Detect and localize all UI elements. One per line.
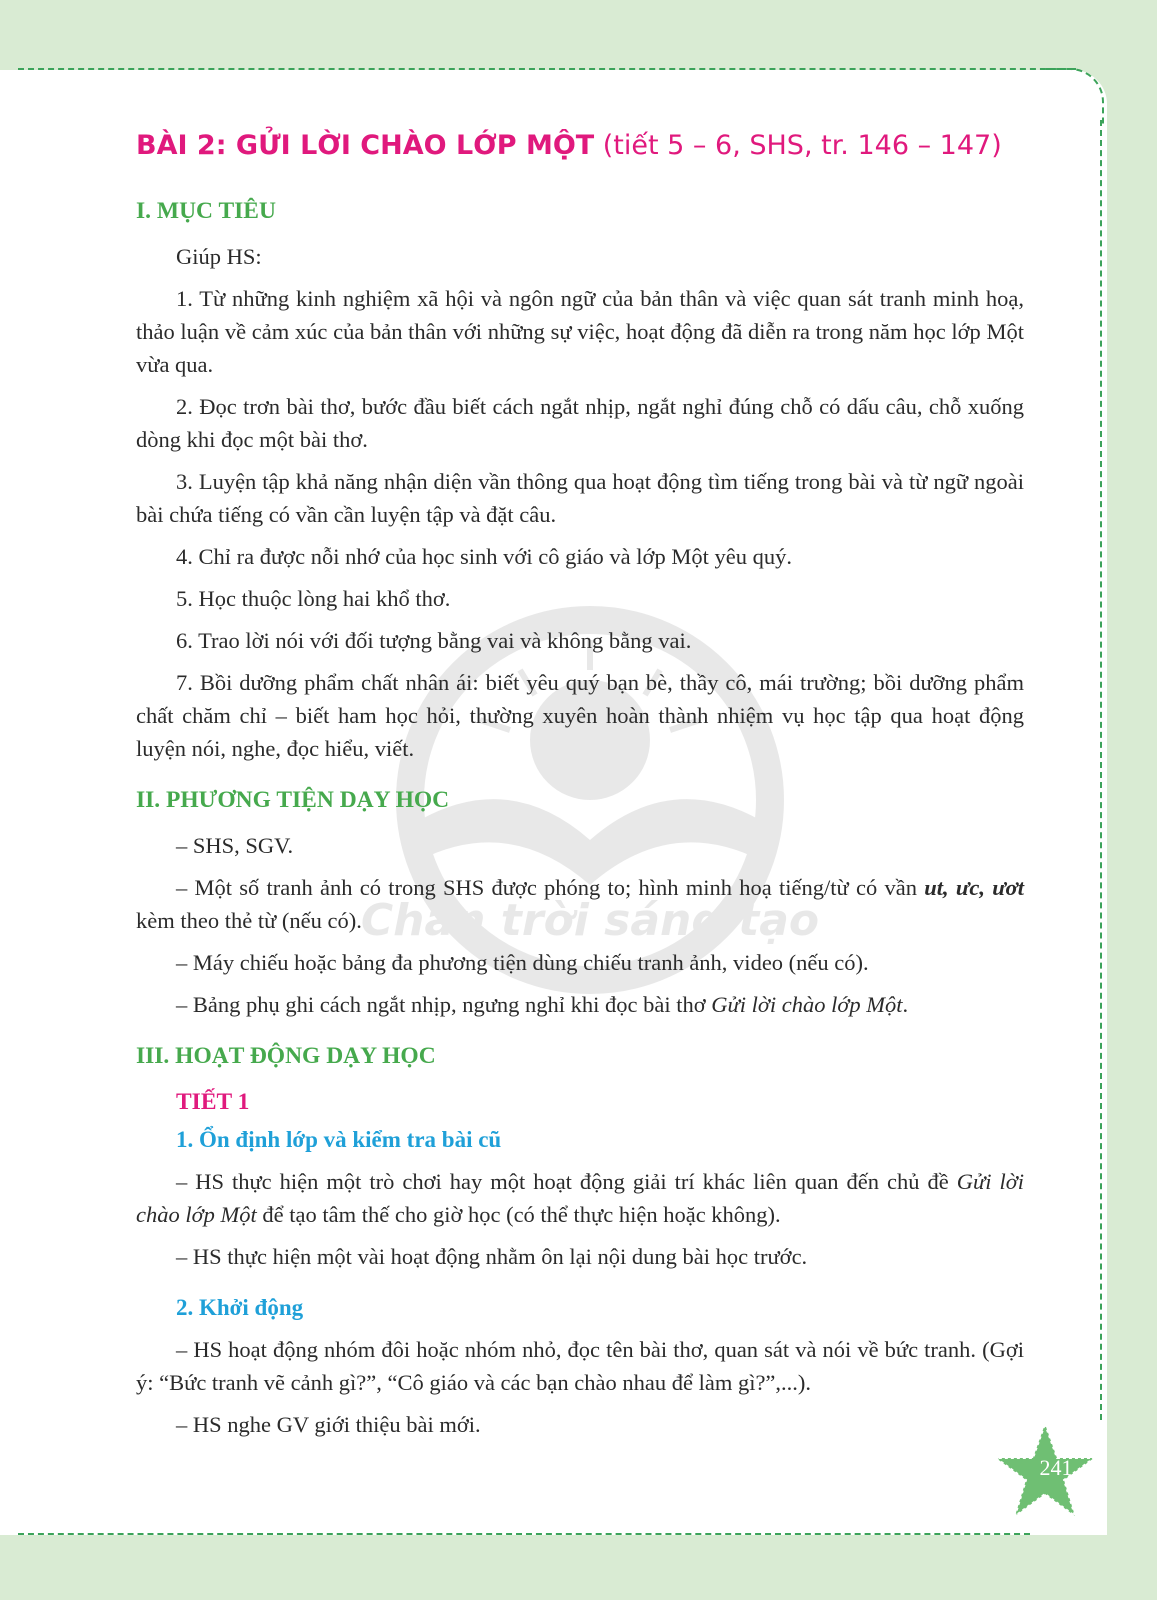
lesson-title-sub: (tiết 5 – 6, SHS, tr. 146 – 147) [594, 130, 1002, 161]
activity-text: – HS thực hiện một trò chơi hay một hoạt động giải trí khác liên quan đến chủ đề [176, 1169, 957, 1194]
watermark-text: Chân trời sáng tạo [360, 895, 820, 946]
border-corner [1046, 68, 1104, 126]
materials-text: kèm theo thẻ từ (nếu có). [136, 908, 362, 933]
section-heading-materials: II. PHƯƠNG TIỆN DẠY HỌC [136, 787, 450, 813]
objective-item: 7. Bồi dưỡng phẩm chất nhân ái: biết yêu quý bạn bè, thầy cô, mái trường; bồi dưỡng phẩm chất chăm chỉ – biết ham học hỏi, thường xuyên hoàn thành nhiệm vụ học tập qua hoạt động luyện nói, nghe, đọc hiểu, viết. [136, 670, 1024, 761]
activity-emphasis: Gửi lời chào lớp Một [136, 1169, 1024, 1227]
document-content [136, 120, 1024, 1450]
materials-item [136, 988, 1024, 1021]
section-heading-objectives: I. MỤC TIÊU [136, 198, 276, 224]
subsection-heading: 2. Khởi động [176, 1295, 304, 1320]
materials-text: – Một số tranh ảnh có trong SHS được phóng to; hình minh hoạ tiếng/từ có vần [176, 875, 925, 900]
objective-item: 1. Từ những kinh nghiệm xã hội và ngôn ngữ của bản thân và việc quan sát tranh minh hoạ, thảo luận về cảm xúc của bản thân với những sự việc, hoạt động đã diễn ra trong năm học lớp Một vừa qua. [136, 286, 1024, 377]
materials-text: – Bảng phụ ghi cách ngắt nhịp, ngưng nghỉ khi đọc bài thơ [176, 992, 712, 1017]
activity-paragraph: – HS hoạt động nhóm đôi hoặc nhóm nhỏ, đọc tên bài thơ, quan sát và nói về bức tranh. (Gợi ý: “Bức tranh vẽ cảnh gì?”, “Cô giáo và các bạn chào nhau để làm gì?”,...). [136, 1337, 1024, 1395]
activity-paragraph: – HS thực hiện một vài hoạt động nhằm ôn lại nội dung bài học trước. [176, 1244, 808, 1269]
objective-item: 6. Trao lời nói với đối tượng bằng vai và không bằng vai. [176, 628, 692, 653]
materials-emphasis: ut, ưc, ươt [924, 875, 1025, 900]
objective-item: 3. Luyện tập khả năng nhận diện vần thông qua hoạt động tìm tiếng trong bài và từ ngữ ngoài bài chứa tiếng có vần cần luyện tập và đặt câu. [136, 469, 1024, 527]
border-top [18, 68, 1076, 70]
border-bottom [18, 1533, 1030, 1535]
objective-item: 2. Đọc trơn bài thơ, bước đầu biết cách ngắt nhịp, ngắt nghỉ đúng chỗ có dấu câu, chỗ xuống dòng khi đọc một bài thơ. [136, 394, 1024, 452]
materials-text: . [902, 992, 909, 1017]
border-right [1100, 120, 1102, 1420]
materials-item: – Máy chiếu hoặc bảng đa phương tiện dùng chiếu tranh ảnh, video (nếu có). [176, 950, 869, 975]
objectives-intro: Giúp HS: [176, 244, 262, 269]
objective-item: 4. Chỉ ra được nỗi nhớ của học sinh với cô giáo và lớp Một yêu quý. [176, 544, 792, 569]
activity-text: để tạo tâm thế cho giờ học (có thể thực hiện hoặc không). [256, 1202, 781, 1227]
lesson-title-main: BÀI 2: GỬI LỜI CHÀO LỚP MỘT [136, 130, 595, 161]
subsection-heading: 1. Ổn định lớp và kiểm tra bài cũ [176, 1127, 502, 1152]
materials-item: – SHS, SGV. [176, 833, 294, 858]
objective-item: 5. Học thuộc lòng hai khổ thơ. [176, 586, 451, 611]
materials-emphasis: Gửi lời chào lớp Một [711, 992, 903, 1017]
period-label: TIẾT 1 [176, 1089, 250, 1115]
activity-paragraph: – HS nghe GV giới thiệu bài mới. [176, 1412, 481, 1437]
section-heading-activities: III. HOẠT ĐỘNG DẠY HỌC [136, 1043, 436, 1069]
activity-paragraph [136, 1165, 1024, 1231]
materials-item [136, 871, 1024, 937]
page-number: 241 [1039, 1455, 1073, 1480]
lesson-title [136, 126, 1024, 166]
